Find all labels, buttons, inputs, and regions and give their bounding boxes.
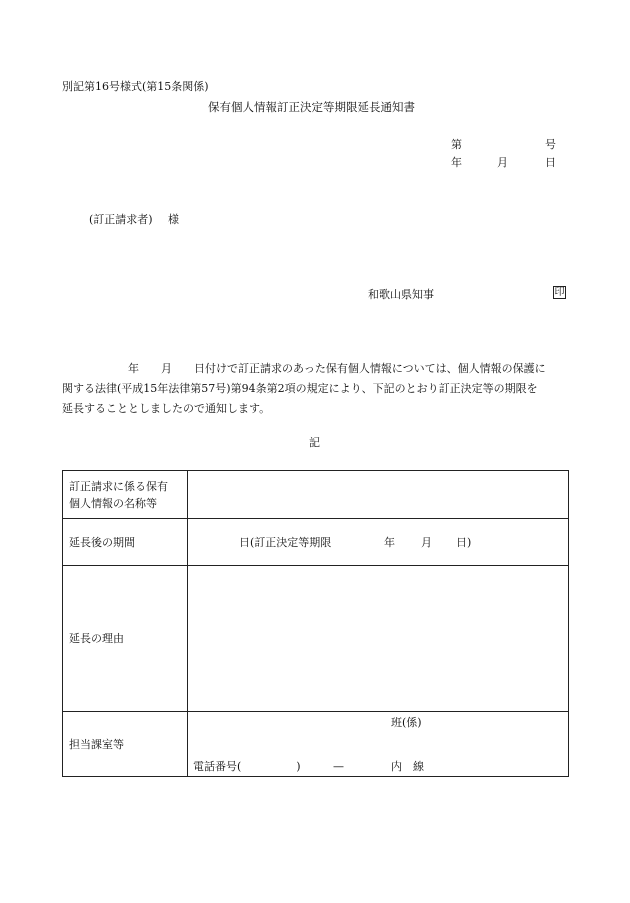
contact-extension-text: 内 線 [391,760,424,773]
notice-body [62,359,582,419]
document-number-prefix: 第 [451,138,462,151]
details-table [62,470,569,777]
document-number-suffix: 号 [545,138,556,151]
document-title: 保有個人情報訂正決定等期限延長通知書 [208,100,415,114]
table-row-info-name [63,471,569,519]
value-reason[interactable] [188,566,569,712]
form-number: 別記第16号様式(第15条関係) [62,80,209,93]
recipient-honorific: 様 [168,213,179,226]
table-row-contact [63,712,569,777]
label-extended-period: 延長後の期間 [63,519,188,566]
table-row-reason [63,566,569,712]
seal-mark: 印 [554,286,565,298]
contact-phone-text: 電話番号( ) [193,760,301,773]
ki-heading: 記 [309,436,320,449]
body-line-1: 年 月 日付けで訂正請求のあった保有個人情報については、個人情報の保護に [62,362,546,375]
recipient-name: (訂正請求者) [89,213,153,226]
contact-team-text: 班(係) [391,716,422,729]
label-reason: 延長の理由 [63,566,188,712]
issuer-name: 和歌山県知事 [368,288,434,301]
date-year: 年 [451,156,462,169]
label-info-name-line2: 個人情報の名称等 [69,496,157,510]
date-day: 日 [545,156,556,169]
value-extended-period[interactable] [188,519,569,566]
value-contact[interactable] [188,712,569,777]
body-line-2: 関する法律(平成15年法律第57号)第94条第2項の規定により、下記のとおり訂正決定等の期限を [62,382,538,395]
period-day-text: 日(訂正決定等期限 [239,536,332,549]
period-month-text: 月 [421,536,432,549]
label-info-name [63,471,188,519]
table-row-extended-period [63,519,569,566]
contact-dash: — [333,760,344,773]
period-year-text: 年 [384,536,395,549]
value-info-name[interactable] [188,471,569,519]
period-end-text: 日) [456,536,472,549]
body-line-3: 延長することとしましたので通知します。 [62,402,271,415]
label-info-name-line1: 訂正請求に係る保有 [69,479,168,493]
date-month: 月 [497,156,508,169]
label-contact: 担当課室等 [63,712,188,777]
